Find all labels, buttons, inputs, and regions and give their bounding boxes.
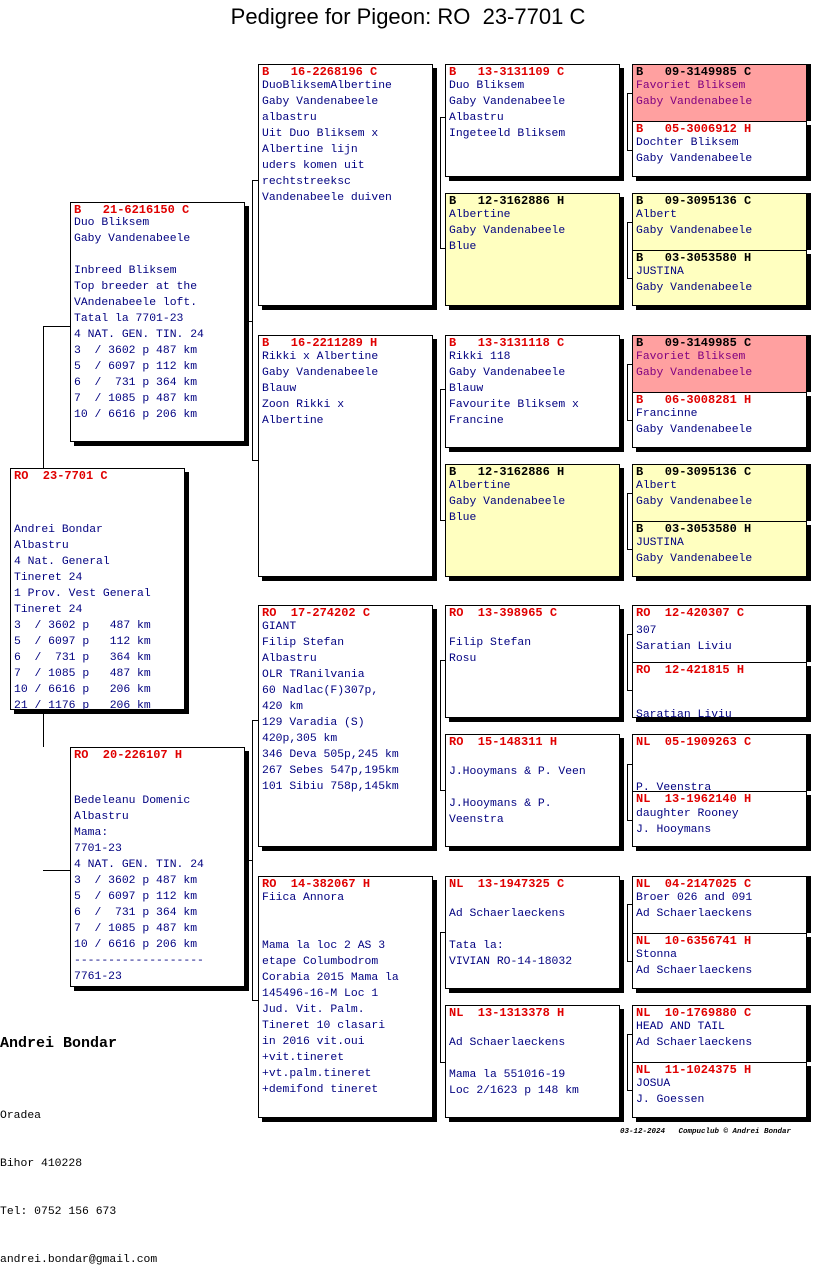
ring-number: RO 20-226107 H	[74, 748, 183, 762]
connector-line	[440, 248, 446, 249]
connector-line	[627, 420, 633, 421]
detail-line: Albertine	[449, 480, 511, 492]
owner-phone[interactable]: Tel: 0752 156 673	[0, 1206, 117, 1218]
detail-line: Gaby Vandenabeele	[262, 367, 379, 379]
pigeon-details	[449, 1019, 579, 1099]
connector-line	[252, 460, 258, 461]
detail-line: 3 / 3602 p 487 km	[74, 345, 198, 357]
detail-line: etape Columbodrom	[262, 956, 379, 968]
detail-line: 4 Nat. General	[14, 556, 110, 568]
detail-line: Duo Bliksem	[449, 80, 525, 92]
detail-line: Corabia 2015 Mama la	[262, 972, 399, 984]
ring-number: B 05-3006912 H	[636, 122, 752, 136]
pedigree-box-sdss[interactable]	[632, 335, 807, 392]
detail-line: Dochter Bliksem	[636, 137, 739, 149]
detail-line: 129 Varadia (S)	[262, 717, 365, 729]
pigeon-details	[636, 264, 752, 296]
detail-line: Tineret 24	[14, 572, 83, 584]
detail-line: Gaby Vandenabeele	[449, 225, 566, 237]
detail-line: Gaby Vandenabeele	[636, 367, 753, 379]
pigeon-details	[636, 135, 752, 167]
connector-line	[627, 278, 633, 279]
ring-number: NL 10-6356741 H	[636, 934, 752, 948]
connector-line	[627, 549, 633, 550]
detail-line: Ingeteeld Bliksem	[449, 128, 566, 140]
pigeon-details	[636, 890, 752, 922]
detail-line: uders komen uit	[262, 160, 365, 172]
detail-line: 420p,305 km	[262, 733, 338, 745]
detail-line: DuoBliksemAlbertine	[262, 80, 392, 92]
detail-line: 4 NAT. GEN. TIN. 24	[74, 329, 204, 341]
pedigree-box-sd[interactable]	[258, 335, 433, 577]
detail-line: 1 Prov. Vest General	[14, 588, 151, 600]
detail-line: J.Hooymans & P. Veen	[449, 766, 586, 778]
detail-line: albastru	[262, 112, 317, 124]
pedigree-box-dsss[interactable]	[632, 605, 807, 662]
pedigree-box-g0[interactable]	[10, 468, 185, 710]
detail-line: Gaby Vandenabeele	[636, 496, 753, 508]
detail-line: 6 / 731 p 364 km	[14, 652, 151, 664]
detail-line: 5 / 6097 p 112 km	[74, 361, 198, 373]
detail-line: Gaby Vandenabeele	[449, 367, 566, 379]
detail-line: Gaby Vandenabeele	[636, 282, 753, 294]
detail-line	[74, 247, 204, 263]
detail-line: 3 / 3602 p 487 km	[14, 620, 151, 632]
connector-line	[440, 660, 441, 790]
detail-line: Mama la loc 2 AS 3	[262, 940, 386, 952]
detail-line: 5 / 6097 p 112 km	[14, 636, 151, 648]
pedigree-box-sssd[interactable]	[632, 121, 807, 177]
detail-line: 4 NAT. GEN. TIN. 24	[74, 859, 204, 871]
pedigree-box-dd[interactable]	[258, 876, 433, 1118]
ring-number: NL 13-1313378 H	[449, 1006, 565, 1020]
detail-line: Tineret 24	[14, 604, 83, 616]
ring-number: B 09-3095136 C	[636, 194, 752, 208]
pedigree-box-dddd[interactable]	[632, 1062, 807, 1118]
detail-line: Zoon Rikki x	[262, 399, 345, 411]
detail-line: JOSUA	[636, 1078, 671, 1090]
ring-number: B 16-2268196 C	[262, 65, 378, 79]
detail-line: Albert	[636, 209, 678, 221]
detail-line: Loc 2/1623 p 148 km	[449, 1085, 579, 1097]
detail-line: Gaby Vandenabeele	[449, 96, 566, 108]
detail-line	[262, 906, 399, 922]
detail-line: Ad Schaerlaeckens	[636, 965, 753, 977]
pedigree-box-ds[interactable]	[258, 605, 433, 847]
pedigree-box-ss[interactable]	[258, 64, 433, 306]
detail-line: Tineret 10 clasari	[262, 1020, 386, 1032]
detail-line: Veenstra	[449, 814, 504, 826]
pedigree-box-dds[interactable]	[445, 876, 620, 989]
pedigree-box-ssd[interactable]	[445, 193, 620, 306]
detail-line: Gaby Vandenabeele	[636, 96, 753, 108]
detail-line: Blue	[449, 241, 477, 253]
pigeon-details	[262, 890, 399, 1098]
connector-line	[627, 93, 628, 150]
detail-line: Blauw	[449, 383, 484, 395]
detail-line: Rikki x Albertine	[262, 351, 379, 363]
pigeon-details	[636, 78, 752, 110]
detail-line: Albastru	[14, 540, 69, 552]
ring-number: B 09-3149985 C	[636, 65, 752, 79]
detail-line: Top breeder at the	[74, 281, 198, 293]
ring-number: B 03-3053580 H	[636, 522, 752, 536]
pigeon-details	[636, 806, 739, 838]
detail-line: +demifond tineret	[262, 1084, 379, 1096]
detail-line: 7 / 1085 p 487 km	[14, 668, 151, 680]
detail-line: Tatal la 7701-23	[74, 313, 184, 325]
detail-line: 10 / 6616 p 206 km	[14, 684, 151, 696]
detail-line: +vt.palm.tineret	[262, 1068, 372, 1080]
detail-line: Favoriet Bliksem	[636, 80, 746, 92]
connector-line	[627, 493, 628, 549]
detail-line: 10 / 6616 p 206 km	[74, 939, 198, 951]
detail-line: VIVIAN RO-14-18032	[449, 956, 573, 968]
detail-line	[262, 922, 399, 938]
detail-line: Albert	[636, 480, 678, 492]
detail-line: Albastru	[262, 653, 317, 665]
pedigree-box-sdds[interactable]	[632, 464, 807, 521]
detail-line: Favoriet Bliksem	[636, 351, 746, 363]
connector-line	[440, 389, 441, 520]
detail-line: Jud. Vit. Palm.	[262, 1004, 365, 1016]
detail-line: Favourite Bliksem x	[449, 399, 579, 411]
ring-number: RO 13-398965 C	[449, 606, 558, 620]
pigeon-details	[74, 215, 204, 423]
detail-line: Inbreed Bliksem	[74, 265, 177, 277]
detail-line: GIANT	[262, 621, 297, 633]
pedigree-box-dsds[interactable]	[632, 734, 807, 791]
detail-line	[636, 764, 711, 780]
pedigree-box-dam[interactable]	[70, 747, 245, 987]
detail-line: VAndenabeele loft.	[74, 297, 198, 309]
detail-line: Saratian Liviu	[636, 641, 732, 653]
detail-line: Saratian Liviu	[636, 709, 732, 718]
detail-line: Gaby Vandenabeele	[449, 496, 566, 508]
detail-line: 6 / 731 p 364 km	[74, 377, 198, 389]
pigeon-details	[449, 890, 572, 970]
pigeon-details	[449, 207, 565, 255]
connector-line	[252, 321, 253, 461]
pigeon-details	[449, 748, 586, 828]
connector-line	[43, 326, 71, 327]
detail-line: HEAD AND TAIL	[636, 1021, 725, 1033]
connector-line	[252, 860, 253, 1000]
detail-line	[449, 748, 586, 764]
connector-line	[627, 150, 633, 151]
detail-line	[14, 506, 151, 522]
connector-line	[252, 1000, 258, 1001]
detail-line: 7701-23	[74, 843, 122, 855]
detail-line: Ad Schaerlaeckens	[449, 1037, 566, 1049]
detail-line: OLR TRanilvania	[262, 669, 365, 681]
connector-line	[627, 634, 628, 690]
detail-line: Filip Stefan	[262, 637, 345, 649]
detail-line: Albertine lijn	[262, 144, 358, 156]
detail-line: in 2016 vit.oui	[262, 1036, 365, 1048]
detail-line: Duo Bliksem	[74, 217, 150, 229]
detail-line: P. Veenstra	[636, 782, 712, 791]
pedigree-box-dssd[interactable]	[632, 662, 807, 718]
detail-line: Gaby Vandenabeele	[636, 225, 753, 237]
pigeon-details	[636, 207, 752, 239]
connector-line	[627, 1090, 633, 1091]
pedigree-box-sdd[interactable]	[445, 464, 620, 577]
detail-line	[449, 1051, 579, 1067]
ring-number: B 09-3149985 C	[636, 336, 752, 350]
pedigree-box-dsdd[interactable]	[632, 791, 807, 847]
detail-line	[449, 922, 572, 938]
detail-line: 6 / 731 p 364 km	[74, 907, 198, 919]
ring-number: NL 11-1024375 H	[636, 1063, 752, 1077]
pigeon-details	[636, 623, 732, 655]
pigeon-details	[449, 478, 565, 526]
pigeon-details	[636, 1019, 752, 1051]
pigeon-details	[636, 1076, 704, 1108]
detail-line: JUSTINA	[636, 537, 684, 549]
pedigree-box-sdsd[interactable]	[632, 392, 807, 448]
detail-line: Broer 026 and 091	[636, 892, 753, 904]
ring-number: RO 17-274202 C	[262, 606, 371, 620]
owner-email[interactable]: andrei.bondar@gmail.com	[0, 1254, 158, 1266]
connector-line	[252, 180, 253, 321]
detail-line: 101 Sibiu 758p,145km	[262, 781, 399, 793]
ring-number: B 13-3131109 C	[449, 65, 565, 79]
detail-line: 267 Sebes 547p,195km	[262, 765, 399, 777]
detail-line: Gaby Vandenabeele	[262, 96, 379, 108]
ring-number: B 12-3162886 H	[449, 465, 565, 479]
ring-number: NL 13-1962140 H	[636, 792, 752, 806]
detail-line: Mama:	[74, 827, 109, 839]
detail-line	[449, 619, 531, 635]
detail-line: Albastru	[449, 112, 504, 124]
pedigree-box-sds[interactable]	[445, 335, 620, 448]
detail-line: J. Hooymans	[636, 824, 712, 836]
detail-line: Ad Schaerlaeckens	[449, 908, 566, 920]
detail-line: Ad Schaerlaeckens	[636, 1037, 753, 1049]
detail-line: Uit Duo Bliksem x	[262, 128, 379, 140]
pedigree-box-ddss[interactable]	[632, 876, 807, 933]
detail-line	[636, 691, 732, 707]
ring-number: B 12-3162886 H	[449, 194, 565, 208]
pedigree-box-dss[interactable]	[445, 605, 620, 718]
page-title: Pedigree for Pigeon: RO 23-7701 C	[230, 4, 586, 29]
detail-line: Ad Schaerlaeckens	[636, 908, 753, 920]
detail-line: daughter Rooney	[636, 808, 739, 820]
detail-line: 5 / 6097 p 112 km	[74, 891, 198, 903]
detail-line: Albastru	[74, 811, 129, 823]
pedigree-box-sss[interactable]	[445, 64, 620, 177]
ring-number: NL 13-1947325 C	[449, 877, 565, 891]
pedigree-box-sire[interactable]	[70, 202, 245, 442]
detail-line: Andrei Bondar	[14, 524, 103, 536]
connector-line	[627, 1034, 628, 1090]
pigeon-details	[636, 764, 711, 791]
pigeon-details	[14, 506, 151, 710]
ring-number: B 16-2211289 H	[262, 336, 378, 350]
detail-line: Albertine	[449, 209, 511, 221]
pigeon-details	[449, 78, 565, 142]
pigeon-details	[636, 349, 752, 381]
ring-number: B 06-3008281 H	[636, 393, 752, 407]
pigeon-details	[636, 947, 752, 979]
detail-line: Mama la 551016-19	[449, 1069, 566, 1081]
connector-line	[440, 790, 446, 791]
owner-region: Bihor 410228	[0, 1158, 83, 1170]
detail-line: Stonna	[636, 949, 678, 961]
detail-line: 307	[636, 625, 657, 637]
ring-number: B 21-6216150 C	[74, 203, 190, 217]
connector-line	[627, 690, 633, 691]
connector-line	[43, 709, 44, 747]
detail-line: Filip Stefan	[449, 637, 532, 649]
pigeon-details	[262, 619, 399, 795]
owner-name: Andrei Bondar	[0, 1035, 118, 1052]
detail-line: Bedeleanu Domenic	[74, 795, 191, 807]
footer-credit: 03-12-2024 Compuclub © Andrei Bondar	[620, 1128, 792, 1136]
detail-line: Vandenabeele duiven	[262, 192, 392, 204]
pigeon-details	[636, 691, 732, 718]
detail-line: Blue	[449, 512, 477, 524]
detail-line	[449, 780, 586, 796]
connector-line	[440, 520, 446, 521]
pigeon-details	[636, 535, 752, 567]
detail-line: Gaby Vandenabeele	[636, 153, 753, 165]
pigeon-details	[262, 78, 392, 206]
connector-line	[440, 117, 441, 248]
connector-line	[627, 364, 628, 420]
pedigree-box-ddds[interactable]	[632, 1005, 807, 1062]
detail-line: -------------------	[74, 955, 204, 967]
connector-line	[627, 764, 628, 820]
detail-line: 145496-16-M Loc 1	[262, 988, 379, 1000]
detail-line: 60 Nadlac(F)307p,	[262, 685, 379, 697]
connector-line	[627, 904, 628, 961]
connector-line	[440, 1062, 446, 1063]
connector-line	[627, 961, 633, 962]
pigeon-details	[449, 349, 579, 429]
detail-line	[449, 1019, 579, 1035]
connector-line	[252, 720, 253, 860]
detail-line: Gaby Vandenabeele	[636, 424, 753, 436]
ring-number: RO 15-148311 H	[449, 735, 558, 749]
ring-number: RO 23-7701 C	[14, 469, 108, 483]
connector-line	[43, 326, 44, 469]
ring-number: NL 04-2147025 C	[636, 877, 752, 891]
ring-number: RO 12-420307 C	[636, 606, 745, 620]
connector-line	[440, 932, 441, 1062]
detail-line	[449, 890, 572, 906]
detail-line: Rosu	[449, 653, 477, 665]
ring-number: B 13-3131118 C	[449, 336, 565, 350]
detail-line: Blauw	[262, 383, 297, 395]
detail-line: J. Goessen	[636, 1094, 705, 1106]
pigeon-details	[636, 478, 752, 510]
ring-number: NL 05-1909263 C	[636, 735, 752, 749]
ring-number: RO 12-421815 H	[636, 663, 745, 677]
detail-line: 346 Deva 505p,245 km	[262, 749, 399, 761]
detail-line: Gaby Vandenabeele	[636, 553, 753, 565]
pigeon-details	[636, 406, 752, 438]
detail-line: JUSTINA	[636, 266, 684, 278]
connector-line	[627, 820, 633, 821]
detail-line: Albertine	[262, 415, 324, 427]
detail-line	[74, 777, 204, 793]
detail-line: 3 / 3602 p 487 km	[74, 875, 198, 887]
detail-line: 420 km	[262, 701, 304, 713]
pedigree-box-ssds[interactable]	[632, 193, 807, 250]
detail-line: Francine	[449, 415, 504, 427]
detail-line: J.Hooymans & P.	[449, 798, 552, 810]
detail-line: 10 / 6616 p 206 km	[74, 409, 198, 421]
pedigree-box-dsd[interactable]	[445, 734, 620, 847]
pedigree-box-ssss[interactable]	[632, 64, 807, 121]
pedigree-box-sddd[interactable]	[632, 521, 807, 577]
pigeon-details	[74, 777, 204, 985]
detail-line: Rikki 118	[449, 351, 511, 363]
connector-line	[627, 222, 628, 278]
ring-number: B 09-3095136 C	[636, 465, 752, 479]
detail-line: Francinne	[636, 408, 698, 420]
detail-line: 7761-23	[74, 971, 122, 983]
detail-line: 7 / 1085 p 487 km	[74, 393, 198, 405]
detail-line: Gaby Vandenabeele	[74, 233, 191, 245]
pedigree-box-ddd[interactable]	[445, 1005, 620, 1118]
detail-line: Fiica Annora	[262, 892, 345, 904]
connector-line	[43, 870, 71, 871]
ring-number: RO 14-382067 H	[262, 877, 371, 891]
detail-line: 21 / 1176 p 206 km	[14, 700, 151, 710]
owner-city: Oradea	[0, 1110, 42, 1122]
detail-line: 7 / 1085 p 487 km	[74, 923, 198, 935]
detail-line: +vit.tineret	[262, 1052, 345, 1064]
ring-number: B 03-3053580 H	[636, 251, 752, 265]
pedigree-box-ssdd[interactable]	[632, 250, 807, 306]
detail-line: rechtstreeksc	[262, 176, 351, 188]
pigeon-details	[262, 349, 378, 429]
owner-contact	[0, 1076, 157, 1284]
detail-line: Tata la:	[449, 940, 504, 952]
ring-number: NL 10-1769880 C	[636, 1006, 752, 1020]
pedigree-box-ddsd[interactable]	[632, 933, 807, 989]
pigeon-details	[449, 619, 531, 667]
